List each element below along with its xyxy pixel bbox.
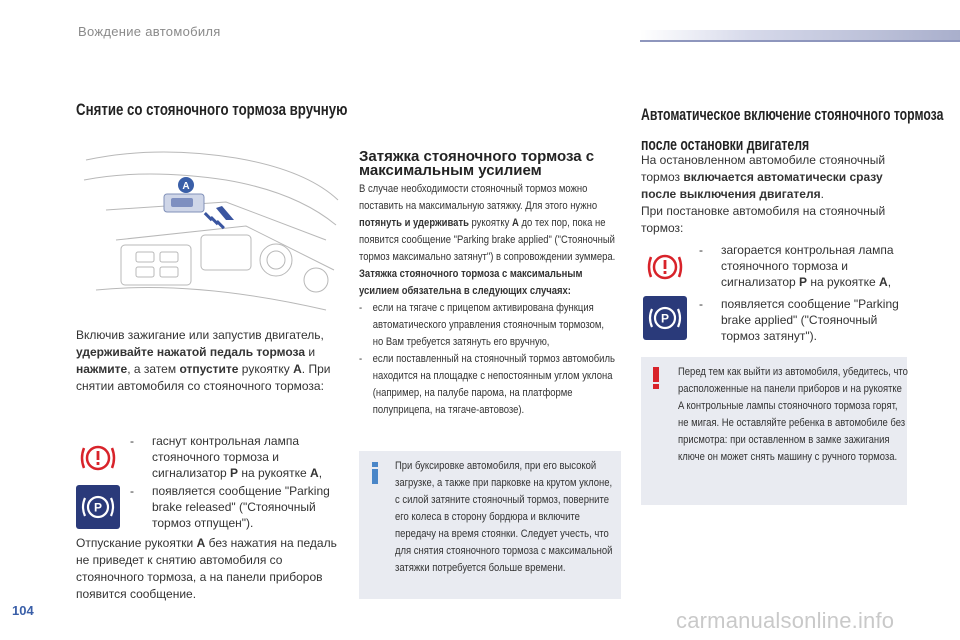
header-decor-bar [640, 30, 960, 40]
brake-warning-icon [76, 436, 120, 480]
exclamation-icon [651, 366, 661, 390]
auto-bullet-1: - загорается контрольная лампа стояночного тормоза и сигнализатор P на рукоятке A, [699, 243, 894, 289]
brake-warning-icon-auto [643, 245, 687, 289]
header-decor-line [640, 40, 960, 42]
warning-box-child [641, 357, 907, 505]
svg-text:P: P [93, 500, 103, 515]
info-box-towing [359, 451, 621, 599]
manual-bullet-2: - появляется сообщение "Parking brake released" ("Стояночный тормоз отпущен"). [130, 484, 330, 530]
section-title-manual-release: Снятие со стояночного тормоза вручную [76, 100, 348, 119]
max-case-1: - если на тягаче с прицепом активирована функция автоматического управления стояночным тормозом, но Вам требуется затянуть его вручную, [359, 302, 605, 348]
label-a-text: A [182, 181, 190, 192]
automatic-para: На остановленном автомобиле стояночный тормоз включается автоматически сразу после выключения двигателя. При постановке автомобиля на стояночный тормоз: [641, 153, 886, 235]
max-tightening-para: В случае необходимости стояночный тормоз можно поставить на максимальную затяжку. Для этого нужно потянуть и удерживать рукоятку A до тех пор, пока не появится сообщение "Parking brake applied" ("Стояночный тормоз максимально затянут") в сопровождении зуммера. Затяжка стояночного тормоза с максимальным усилием обязательна в следующих случаях: - если на тягаче с прицепом активирована функция автоматического управления стояночным тормозом, но Вам требуется затянуть его вручную, - если поставленный на стояночный тормоз автомобиль находится на площадке с непостоянным углом уклона (например, на палубе парома, на платформе полуприцепа, на тягаче-автовозе). [359, 181, 584, 419]
site-watermark: carmanualsonline.info [676, 608, 895, 633]
manual-release-intro: Включив зажигание или запустив двигатель, удерживайте нажатой педаль тормоза и нажмите, а затем отпустите рукоятку A. При снятии автомобиля со стояночного тормоза: [76, 328, 331, 393]
page-number: 104 [12, 603, 34, 618]
section-title-max-tightening: Затяжка стояночного тормоза с максимальным усилием [359, 148, 595, 179]
info-icon [367, 461, 383, 485]
max-tightening-section [359, 150, 621, 178]
manual-release-outro: Отпускание рукоятки A без нажатия на педаль не приведет к снятию автомобиля со стояночного тормоза, а на панели приборов появится сообщение. [76, 536, 337, 601]
manual-bullet-1: - гаснут контрольная лампа стояночного тормоза и сигнализатор P на рукоятке A, [130, 434, 323, 480]
section-title-automatic: Автоматическое включение стояночного тормоза после остановки двигателя [641, 105, 944, 154]
parking-brake-illustration [76, 140, 344, 318]
max-tightening-subhead: Затяжка стояночного тормоза с максимальным усилием обязательна в следующих случаях: [359, 268, 583, 297]
max-case-2: - если поставленный на стояночный тормоз автомобиль находится на площадке с непостоянным углом уклона (например, на палубе парома, на платформе полуприцепа, на тягаче-автовозе). [359, 353, 615, 416]
auto-bullet-2: - появляется сообщение "Parking brake applied" ("Стояночный тормоз затянут"). [699, 297, 899, 343]
info-text: При буксировке автомобиля, при его высокой загрузке, а также при парковке на крутом уклоне, с силой затяните стояночный тормоз, поверните его колеса в сторону бордюра и включите передачу на время стоянки. Следует учесть, что для снятия стояночного тормоза с максимальной затяжки потребуется больше времени. [395, 460, 613, 574]
running-header: Вождение автомобиля [78, 24, 221, 39]
parking-brake-icon-auto [643, 296, 687, 340]
svg-text:P: P [660, 311, 670, 326]
warning-text: Перед тем как выйти из автомобиля, убедитесь, что расположенные на панели приборов и на рукоятке A контрольные лампы стояночного тормоза горят, не мигая. Не оставляйте ребенка в автомобиле без присмотра: при оставленном в замке зажигания ключе он может снять машину с ручного тормоза. [678, 366, 908, 463]
parking-brake-icon [76, 485, 120, 529]
